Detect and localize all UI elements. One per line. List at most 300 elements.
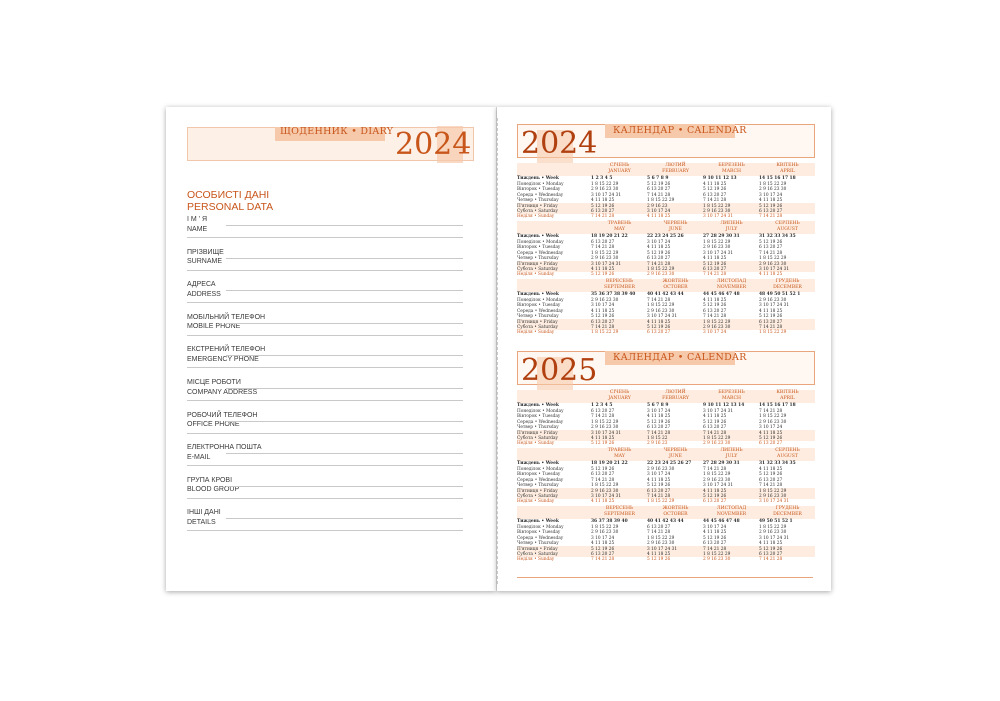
day-label: П'ятниця • Friday (517, 546, 558, 552)
day-numbers: 5 12 19 26 (759, 314, 783, 320)
day-numbers: 3 10 17 24 31 (591, 430, 622, 436)
month-column (703, 390, 760, 447)
write-line[interactable] (226, 225, 463, 226)
day-numbers: 2 9 16 23 30 (703, 477, 731, 483)
personal-field-label-en: E-MAIL (187, 453, 211, 461)
month-name-ua: БЕРЕЗЕНЬ (718, 163, 745, 168)
calendar-quarter (517, 506, 815, 564)
month-header (759, 506, 816, 519)
day-numbers: 7 14 21 28 (647, 192, 671, 198)
month-name-en: NOVEMBER (716, 285, 747, 290)
month-header (703, 221, 760, 234)
write-line[interactable] (187, 433, 463, 434)
personal-field-label-en: BLOOD GROUP (187, 486, 240, 494)
month-name-ua: ЛИСТОПАД (716, 279, 747, 284)
day-numbers: 6 13 20 27 (703, 192, 727, 198)
day-numbers: 4 11 18 25 (591, 499, 615, 505)
personal-field-label-ua: ІНШІ ДАНІ (187, 509, 221, 517)
day-numbers: 2 9 16 23 30 (759, 493, 787, 499)
month-column (759, 163, 816, 220)
month-column (703, 221, 760, 278)
week-numbers: 31 32 33 34 35 (759, 234, 796, 239)
day-numbers: 5 12 19 26 (703, 419, 727, 425)
spacer (517, 163, 587, 176)
personal-field-label-ua: ЕЛЕКТРОННА ПОШТА (187, 444, 262, 452)
month-column (759, 390, 816, 447)
day-numbers: 7 14 21 28 (647, 261, 671, 267)
day-numbers: 3 10 17 24 31 (703, 250, 734, 256)
month-name-en: APRIL (780, 396, 795, 401)
day-numbers: 2 9 16 23 30 (703, 208, 731, 214)
month-name-en: MAY (614, 454, 625, 459)
day-label: П'ятниця • Friday (517, 261, 558, 267)
month-column (759, 221, 816, 278)
month-name-ua: СІЧЕНЬ (609, 390, 630, 395)
month-name-en: SEPTEMBER (604, 512, 635, 517)
day-numbers: 4 11 18 25 (591, 198, 615, 204)
write-line[interactable] (226, 486, 463, 487)
day-numbers: 4 11 18 25 (759, 272, 783, 278)
day-label: Понеділок • Monday (517, 409, 564, 414)
day-numbers: 6 13 20 27 (759, 245, 783, 251)
week-numbers: 31 32 33 34 35 (759, 461, 796, 466)
day-numbers: 2 9 16 23 30 (591, 256, 619, 262)
day-numbers: 5 12 19 26 (703, 493, 727, 499)
day-numbers: 7 14 21 28 (591, 324, 615, 330)
write-line[interactable] (187, 400, 463, 401)
calendar-right-page (497, 107, 831, 591)
month-header (647, 506, 704, 519)
day-numbers: 3 10 17 24 31 (591, 261, 622, 267)
personal-field-label-en: MOBILE PHONE (187, 323, 241, 331)
day-numbers: 3 10 17 24 31 (759, 535, 790, 541)
month-column (591, 163, 648, 220)
day-numbers: 3 10 17 24 31 (591, 192, 622, 198)
day-label: Середа • Wednesday (517, 535, 564, 541)
day-numbers: 5 12 19 26 (647, 182, 671, 187)
day-label-column (517, 279, 587, 336)
month-name-en: JULY (725, 454, 738, 459)
write-line[interactable] (226, 388, 463, 389)
spine-dashed-line (497, 118, 498, 584)
month-header (703, 506, 760, 519)
month-name-ua: ЛИПЕНЬ (720, 448, 743, 453)
calendar-grid (517, 390, 815, 564)
calendar-quarter (517, 390, 815, 448)
personal-field-label-ua: МОБІЛЬНИЙ ТЕЛЕФОН (187, 313, 266, 321)
week-numbers: 35 36 37 38 39 40 (591, 292, 636, 297)
day-numbers: 6 13 20 27 (591, 319, 615, 325)
month-column (759, 448, 816, 505)
month-name-ua: ЖОВТЕНЬ (662, 506, 689, 511)
day-numbers: 4 11 18 25 (703, 488, 727, 494)
day-numbers: 3 10 17 24 (647, 472, 671, 478)
write-line[interactable] (187, 270, 463, 271)
write-line[interactable] (187, 367, 463, 368)
day-numbers: 1 8 15 22 29 (759, 256, 787, 262)
day-numbers: 5 12 19 26 (647, 324, 671, 330)
week-numbers: 5 6 7 8 9 (647, 403, 669, 408)
month-header (759, 390, 816, 403)
calendar-header (517, 124, 815, 164)
month-header (591, 448, 648, 461)
day-numbers: 6 13 20 27 (759, 319, 783, 325)
month-name-en: DECEMBER (773, 285, 802, 290)
day-label-column (517, 390, 587, 447)
month-name-en: JANUARY (608, 396, 631, 401)
day-numbers: 2 9 16 23 30 (703, 324, 731, 330)
month-name-en: OCTOBER (663, 512, 688, 517)
day-numbers: 5 12 19 26 (647, 483, 671, 489)
week-numbers: 49 50 51 52 1 (759, 519, 793, 524)
month-name-ua: СЕРПЕНЬ (775, 221, 800, 226)
write-line[interactable] (187, 530, 463, 531)
day-numbers: 1 8 15 22 29 (591, 182, 619, 187)
month-name-ua: БЕРЕЗЕНЬ (718, 390, 745, 395)
personal-field-label-ua: МІСЦЕ РОБОТИ (187, 379, 241, 386)
write-line[interactable] (187, 498, 463, 499)
calendar-quarter (517, 279, 815, 337)
month-header (703, 390, 760, 403)
calendar-header (517, 351, 815, 391)
day-numbers: 2 9 16 23 30 (647, 467, 675, 472)
day-numbers: 7 14 21 28 (703, 546, 727, 552)
week-label: Тиждень • Week (517, 234, 559, 239)
write-line[interactable] (187, 237, 463, 238)
day-numbers: 2 9 16 23 30 (647, 308, 675, 314)
week-numbers: 40 41 42 43 44 (647, 292, 684, 297)
day-numbers: 5 12 19 26 (591, 203, 615, 209)
day-label: П'ятниця • Friday (517, 430, 558, 436)
write-line[interactable] (187, 302, 463, 303)
personal-field-label-ua: ПРІЗВИЩЕ (187, 248, 224, 256)
month-name-en: JUNE (668, 454, 683, 459)
month-header (759, 163, 816, 176)
spacer (517, 390, 587, 403)
week-label: Тиждень • Week (517, 176, 559, 181)
month-column (647, 279, 704, 336)
day-label: Неділя • Sunday (517, 330, 555, 336)
day-numbers: 1 8 15 22 29 (703, 551, 731, 557)
day-numbers: 2 9 16 23 30 (591, 530, 619, 536)
month-name-en: FEBRUARY (662, 169, 689, 174)
month-name-ua: ТРАВЕНЬ (607, 448, 632, 453)
day-numbers: 6 13 20 27 (759, 477, 783, 483)
personal-field-label-en: SURNAME (187, 258, 223, 266)
diary-year: 2024 (395, 127, 472, 162)
month-header (591, 279, 648, 292)
day-label: Субота • Saturday (517, 551, 558, 557)
day-numbers: 1 8 15 22 29 (759, 330, 787, 336)
day-numbers: 3 10 17 24 (647, 208, 671, 214)
day-numbers: 1 8 15 22 29 (591, 250, 619, 256)
day-numbers: 2 9 16 23 30 (759, 298, 787, 303)
day-numbers: 4 11 18 25 (703, 530, 727, 536)
month-name-ua: ЛИПЕНЬ (720, 221, 743, 226)
personal-field-label-en: COMPANY ADDRESS (187, 388, 258, 396)
month-header (591, 163, 648, 176)
day-numbers: 7 14 21 28 (647, 493, 671, 499)
day-numbers: 7 14 21 28 (703, 198, 727, 204)
day-label-column (517, 163, 587, 220)
day-numbers: 6 13 20 27 (591, 208, 615, 214)
day-label-column (517, 448, 587, 505)
week-label: Тиждень • Week (517, 403, 559, 408)
month-column (703, 448, 760, 505)
personal-field-label-ua: ЕКСТРЕНИЙ ТЕЛЕФОН (187, 346, 266, 354)
write-line[interactable] (226, 421, 463, 422)
spacer (517, 221, 587, 234)
day-numbers: 1 8 15 22 (647, 435, 668, 441)
day-label: Вівторок • Tuesday (517, 472, 561, 478)
write-line[interactable] (226, 258, 463, 259)
day-label: Вівторок • Tuesday (517, 245, 561, 251)
day-label-column (517, 221, 587, 278)
month-header (759, 221, 816, 234)
day-numbers: 4 11 18 25 (759, 430, 783, 436)
day-numbers: 5 12 19 26 (759, 472, 783, 478)
month-header (703, 448, 760, 461)
day-numbers: 7 14 21 28 (759, 250, 783, 256)
day-numbers: 6 13 20 27 (647, 425, 671, 431)
spacer (517, 448, 587, 461)
month-header (647, 163, 704, 176)
day-numbers: 1 8 15 22 29 (703, 472, 731, 478)
day-numbers: 6 13 20 27 (647, 525, 671, 530)
week-numbers: 18 19 20 21 22 (591, 461, 628, 466)
month-name-ua: ЧЕРВЕНЬ (663, 448, 688, 453)
week-numbers: 9 10 11 12 13 14 (703, 403, 745, 408)
day-numbers: 7 14 21 28 (703, 272, 727, 278)
day-numbers: 3 10 17 24 (647, 409, 671, 414)
day-label: Вівторок • Tuesday (517, 530, 561, 536)
day-numbers: 2 9 16 23 30 (759, 530, 787, 536)
day-numbers: 5 12 19 26 (759, 240, 783, 245)
day-numbers: 2 9 16 23 30 (759, 187, 787, 193)
month-column (759, 279, 816, 336)
month-name-ua: ЛЮТИЙ (665, 390, 686, 395)
month-column (647, 390, 704, 447)
month-name-en: JANUARY (608, 169, 631, 174)
day-label: Понеділок • Monday (517, 298, 564, 303)
month-header (647, 448, 704, 461)
day-numbers: 5 12 19 26 (591, 467, 615, 472)
day-numbers: 7 14 21 28 (647, 298, 671, 303)
day-label: Середа • Wednesday (517, 419, 564, 425)
day-numbers: 3 10 17 24 31 (647, 314, 678, 320)
week-numbers: 40 41 42 43 44 (647, 519, 684, 524)
month-name-ua: КВІТЕНЬ (776, 163, 799, 168)
day-numbers: 1 8 15 22 29 (591, 419, 619, 425)
day-numbers: 2 9 16 23 30 (647, 541, 675, 547)
day-numbers: 3 10 17 24 (591, 535, 615, 541)
week-label: Тиждень • Week (517, 519, 559, 524)
personal-field-label-en: EMERGENCY PHONE (187, 355, 259, 363)
day-numbers: 4 11 18 25 (703, 182, 727, 187)
day-numbers: 4 11 18 25 (647, 477, 671, 483)
day-numbers: 4 11 18 25 (647, 319, 671, 325)
day-numbers: 6 13 20 27 (647, 187, 671, 193)
day-numbers: 6 13 20 27 (591, 472, 615, 478)
day-label: П'ятниця • Friday (517, 319, 558, 325)
month-column (703, 506, 760, 563)
day-numbers: 3 10 17 24 31 (759, 266, 790, 272)
day-numbers: 5 12 19 26 (591, 272, 615, 278)
diary-label: ЩОДЕННИК • DIARY (280, 126, 394, 137)
day-numbers: 6 13 20 27 (647, 488, 671, 494)
day-numbers: 1 8 15 22 29 (647, 198, 675, 204)
day-numbers: 1 8 15 22 29 (759, 182, 787, 187)
month-name-en: MAY (614, 227, 625, 232)
day-numbers: 3 10 17 24 (759, 192, 783, 198)
day-numbers: 1 8 15 22 29 (703, 240, 731, 245)
day-numbers: 5 12 19 26 (591, 314, 615, 320)
day-label: Вівторок • Tuesday (517, 414, 561, 420)
day-numbers: 4 11 18 25 (759, 541, 783, 547)
day-numbers: 6 13 20 27 (647, 256, 671, 262)
month-name-en: DECEMBER (773, 512, 802, 517)
write-line[interactable] (187, 465, 463, 466)
spacer (517, 506, 587, 519)
day-numbers: 2 9 16 23 30 (703, 441, 731, 447)
month-column (759, 506, 816, 563)
day-numbers: 1 8 15 22 29 (759, 488, 787, 494)
day-numbers: 7 14 21 28 (591, 214, 615, 220)
day-numbers: 6 13 20 27 (703, 425, 727, 431)
day-numbers: 3 10 17 24 (759, 425, 783, 431)
month-header (759, 448, 816, 461)
day-numbers: 1 8 15 22 29 (591, 525, 619, 530)
day-label-column (517, 506, 587, 563)
month-name-ua: ВЕРЕСЕНЬ (605, 506, 634, 511)
month-column (703, 279, 760, 336)
month-column (703, 163, 760, 220)
day-numbers: 6 13 20 27 (759, 551, 783, 557)
day-numbers: 6 13 20 27 (759, 441, 783, 447)
day-label: Неділя • Sunday (517, 214, 555, 220)
day-label: Понеділок • Monday (517, 240, 564, 245)
week-numbers: 48 49 50 51 52 1 (759, 292, 801, 297)
write-line[interactable] (226, 518, 463, 519)
day-numbers: 7 14 21 28 (759, 483, 783, 489)
personal-field-label-ua: РОБОЧИЙ ТЕЛЕФОН (187, 411, 258, 419)
day-numbers: 2 9 16 23 30 (591, 425, 619, 431)
day-numbers: 5 12 19 26 (647, 557, 671, 563)
calendar-title: КАЛЕНДАР • CALENDAR (613, 352, 747, 363)
month-name-ua: ТРАВЕНЬ (607, 221, 632, 226)
personal-field-label-ua: АДРЕСА (187, 281, 216, 289)
day-numbers: 6 13 20 27 (703, 541, 727, 547)
day-numbers: 1 8 15 22 29 (759, 414, 787, 420)
day-label: Неділя • Sunday (517, 272, 555, 278)
day-numbers: 5 12 19 26 (647, 419, 671, 425)
day-numbers: 2 9 16 23 30 (759, 419, 787, 425)
month-name-en: SEPTEMBER (604, 285, 635, 290)
calendar-quarter (517, 448, 815, 506)
write-line[interactable] (187, 335, 463, 336)
month-name-ua: ГРУДЕНЬ (775, 506, 800, 511)
week-numbers: 5 6 7 8 9 (647, 176, 669, 181)
day-label: Четвер • Thursday (517, 541, 559, 547)
day-numbers: 3 10 17 24 (647, 240, 671, 245)
month-column (591, 221, 648, 278)
month-name-ua: ЛИСТОПАД (716, 506, 747, 511)
day-numbers: 1 8 15 22 29 (647, 535, 675, 541)
day-numbers: 4 11 18 25 (647, 551, 671, 557)
day-numbers: 7 14 21 28 (591, 477, 615, 483)
day-label: Неділя • Sunday (517, 499, 555, 505)
day-numbers: 3 10 17 24 (703, 525, 727, 530)
month-header (591, 221, 648, 234)
personal-field-label-en: OFFICE PHONE (187, 421, 240, 429)
write-line[interactable] (226, 323, 463, 324)
month-name-en: JULY (725, 227, 738, 232)
day-numbers: 7 14 21 28 (759, 214, 783, 220)
write-line[interactable] (226, 355, 463, 356)
spacer (517, 279, 587, 292)
week-label: Тиждень • Week (517, 292, 559, 297)
day-numbers: 4 11 18 25 (647, 245, 671, 251)
day-numbers: 4 11 18 25 (591, 308, 615, 314)
day-numbers: 5 12 19 26 (591, 546, 615, 552)
week-numbers: 44 45 46 47 48 (703, 519, 740, 524)
personal-data-title-en: PERSONAL DATA (187, 201, 274, 213)
day-numbers: 1 8 15 22 29 (759, 525, 787, 530)
month-column (591, 390, 648, 447)
week-numbers: 1 2 3 4 5 (591, 176, 613, 181)
month-column (591, 506, 648, 563)
week-numbers: 36 37 38 39 40 (591, 519, 628, 524)
month-name-en: APRIL (780, 169, 795, 174)
day-numbers: 4 11 18 25 (759, 308, 783, 314)
day-label: Середа • Wednesday (517, 308, 564, 314)
day-numbers: 4 11 18 25 (591, 435, 615, 441)
month-column (647, 448, 704, 505)
month-name-ua: ЖОВТЕНЬ (662, 279, 689, 284)
day-label: Понеділок • Monday (517, 525, 564, 530)
write-line[interactable] (226, 290, 463, 291)
day-numbers: 4 11 18 25 (647, 414, 671, 420)
day-numbers: 4 11 18 25 (759, 467, 783, 472)
day-numbers: 3 10 17 24 31 (759, 499, 790, 505)
day-numbers: 5 12 19 26 (703, 535, 727, 541)
month-column (647, 163, 704, 220)
day-numbers: 3 10 17 24 (591, 303, 615, 309)
day-label: Четвер • Thursday (517, 425, 559, 431)
day-label: Неділя • Sunday (517, 557, 555, 563)
month-column (591, 448, 648, 505)
month-name-en: JUNE (668, 227, 683, 232)
week-numbers: 18 19 20 21 22 (591, 234, 628, 239)
day-numbers: 5 12 19 26 (703, 261, 727, 267)
month-header (591, 506, 648, 519)
month-header (647, 221, 704, 234)
day-numbers: 2 9 16 23 30 (591, 298, 619, 303)
week-numbers: 44 45 46 47 48 (703, 292, 740, 297)
day-numbers: 7 14 21 28 (591, 557, 615, 563)
month-name-en: AUGUST (777, 227, 798, 232)
write-line[interactable] (226, 453, 463, 454)
day-numbers: 4 11 18 25 (703, 298, 727, 303)
day-label: Субота • Saturday (517, 208, 558, 214)
month-name-ua: ЧЕРВЕНЬ (663, 221, 688, 226)
day-label: Четвер • Thursday (517, 483, 559, 489)
month-name-ua: СІЧЕНЬ (609, 163, 630, 168)
day-numbers: 1 8 15 22 29 (591, 483, 619, 489)
day-numbers: 4 11 18 25 (591, 541, 615, 547)
day-numbers: 4 11 18 25 (703, 414, 727, 420)
day-numbers: 6 13 20 27 (703, 308, 727, 314)
